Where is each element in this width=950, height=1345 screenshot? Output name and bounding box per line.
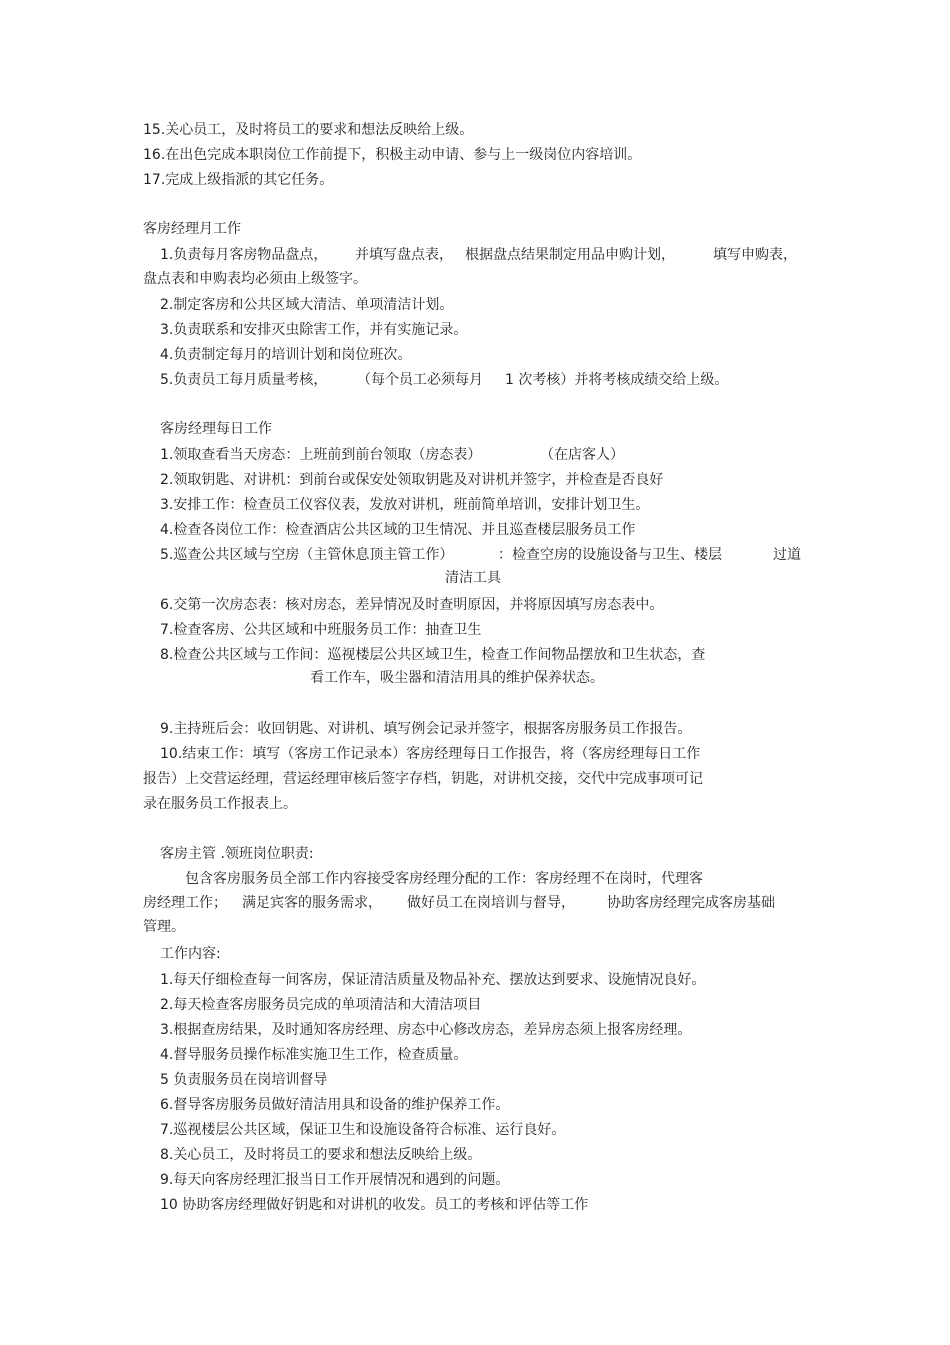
list-item-continuation: 盘点表和申购表均必须由上级签字。 — [143, 271, 367, 287]
list-item-part: 1.负责每月客房物品盘点， — [160, 247, 328, 263]
list-item: 2.每天检查客房服务员完成的单项清洁和大清洁项目 — [160, 997, 482, 1013]
list-item: 6.督导客房服务员做好清洁用具和设备的维护保养工作。 — [160, 1097, 510, 1113]
list-item: 9.每天向客房经理汇报当日工作开展情况和遇到的问题。 — [160, 1172, 510, 1188]
list-item-continuation: 报告）上交营运经理，营运经理审核后签字存档，钥匙，对讲机交接，交代中完成事项可记 — [143, 771, 703, 787]
list-item: 3.安排工作：检查员工仪容仪表，发放对讲机，班前简单培训，安排计划卫生。 — [160, 497, 650, 513]
list-item: 8.检查公共区域与工作间：巡视楼层公共区域卫生，检查工作间物品摆放和卫生状态，查 — [160, 647, 706, 663]
paragraph-part: 房经理工作； — [143, 895, 227, 911]
section-title: 客房经理月工作 — [143, 221, 241, 237]
list-item: 6.交第一次房态表：核对房态，差异情况及时查明原因，并将原因填写房态表中。 — [160, 597, 664, 613]
list-item-part: （在店客人） — [540, 447, 624, 463]
list-item: 5 负责服务员在岗培训督导 — [160, 1072, 328, 1088]
list-item: 16.在出色完成本职岗位工作前提下，积极主动申请、参与上一级岗位内容培训。 — [143, 147, 642, 163]
list-item-part: ：检查空房的设施设备与卫生、楼层 — [498, 547, 722, 563]
list-item-part: 根据盘点结果制定用品申购计划， — [465, 247, 675, 263]
paragraph-part: 协助客房经理完成客房基础 — [607, 895, 775, 911]
paragraph-line: 包含客房服务员全部工作内容接受客房经理分配的工作：客房经理不在岗时，代理客 — [185, 871, 703, 887]
section-title: 客房主管 .领班岗位职责: — [160, 846, 314, 862]
list-item-part: 1 次考核）并将考核成绩交给上级。 — [505, 372, 729, 388]
subheading: 工作内容: — [160, 946, 221, 962]
list-item: 10 协助客房经理做好钥匙和对讲机的收发。员工的考核和评估等工作 — [160, 1197, 589, 1213]
list-item-part: 过道 — [773, 547, 801, 563]
list-item: 1.每天仔细检查每一间客房，保证清洁质量及物品补充、摆放达到要求、设施情况良好。 — [160, 972, 706, 988]
list-item: 8.关心员工，及时将员工的要求和想法反映给上级。 — [160, 1147, 482, 1163]
section-title: 客房经理每日工作 — [160, 421, 272, 437]
list-item-part: 5.巡查公共区域与空房（主管休息顶主管工作） — [160, 547, 454, 563]
paragraph-part: 满足宾客的服务需求， — [242, 895, 382, 911]
list-item: 10.结束工作：填写（客房工作记录本）客房经理每日工作报告，将（客房经理每日工作 — [160, 746, 701, 762]
list-item-continuation: 看工作车，吸尘器和清洁用具的维护保养状态。 — [310, 670, 604, 686]
list-item-continuation: 录在服务员工作报表上。 — [143, 796, 297, 812]
list-item: 4.负责制定每月的培训计划和岗位班次。 — [160, 347, 412, 363]
list-item: 17.完成上级指派的其它任务。 — [143, 172, 334, 188]
paragraph-line: 管理。 — [143, 919, 185, 935]
list-item: 2.制定客房和公共区域大清洁、单项清洁计划。 — [160, 297, 454, 313]
list-item: 4.督导服务员操作标准实施卫生工作，检查质量。 — [160, 1047, 468, 1063]
list-item-part: 1.领取查看当天房态：上班前到前台领取（房态表） — [160, 447, 482, 463]
list-item-part: （每个员工必须每月 — [357, 372, 483, 388]
list-item: 4.检查各岗位工作：检查酒店公共区域的卫生情况、并且巡查楼层服务员工作 — [160, 522, 636, 538]
paragraph-part: 做好员工在岗培训与督导， — [407, 895, 575, 911]
list-item: 7.检查客房、公共区域和中班服务员工作：抽查卫生 — [160, 622, 482, 638]
list-item-part: 5.负责员工每月质量考核， — [160, 372, 328, 388]
list-item-part: 并填写盘点表， — [355, 247, 453, 263]
list-item: 2.领取钥匙、对讲机：到前台或保安处领取钥匙及对讲机并签字，并检查是否良好 — [160, 472, 664, 488]
list-item: 3.根据查房结果，及时通知客房经理、房态中心修改房态，差异房态须上报客房经理。 — [160, 1022, 692, 1038]
list-item: 15.关心员工，及时将员工的要求和想法反映给上级。 — [143, 122, 474, 138]
list-item: 7.巡视楼层公共区域，保证卫生和设施设备符合标准、运行良好。 — [160, 1122, 566, 1138]
list-item: 3.负责联系和安排灭虫除害工作，并有实施记录。 — [160, 322, 468, 338]
list-item: 9.主持班后会：收回钥匙、对讲机、填写例会记录并签字，根据客房服务员工作报告。 — [160, 721, 692, 737]
list-item-continuation: 清洁工具 — [445, 570, 501, 586]
list-item-part: 填写申购表， — [713, 247, 797, 263]
